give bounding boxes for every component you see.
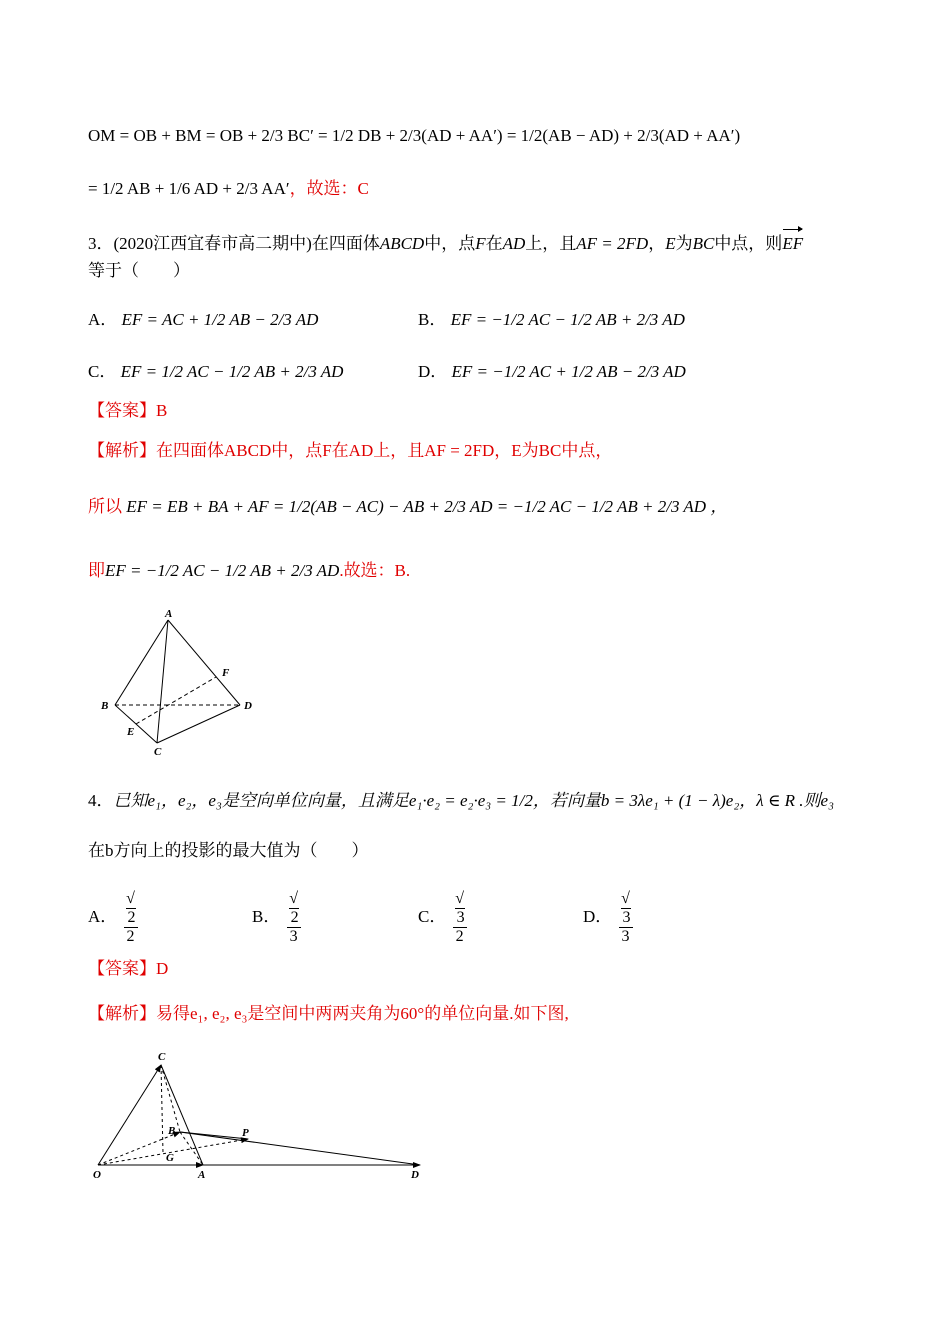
q4-option-c-den: 2: [455, 928, 464, 945]
q3-option-a-label: A．: [88, 310, 118, 329]
q3-point-f: F: [475, 234, 486, 253]
q3-text: 为: [675, 234, 693, 253]
q4-option-b[interactable]: B． √ 2 3: [252, 890, 299, 945]
label-a: A: [165, 608, 173, 620]
vector-figure: [88, 1048, 433, 1183]
q4-option-b-label: B．: [252, 906, 281, 926]
q4-option-d-num: 3: [622, 909, 631, 926]
q4-option-d-label: D．: [583, 906, 613, 926]
q4-option-c-label: C．: [418, 906, 447, 926]
q3-analysis-1: [88, 440, 612, 462]
edge-ab: [115, 620, 168, 705]
q3-analysis-text: 在四面体ABCD中，点F在AD上，且AF = 2FD，E为BC中点，: [156, 441, 613, 460]
q3-analysis-eq: EF = EB + BA + AF = 1/2(AB − AC) − AB + 2/3 AD = −1/2 AC − 1/2 AB + 2/3 AD ，: [126, 497, 728, 516]
prev-solution-line1: OM = OB + BM = OB + 2/3 BC′ = 1/2 DB + 2/3(AD + AA′) = 1/2(AB − AD) + 2/3(AD + AA′): [88, 126, 741, 145]
q3-condition: AF = 2FD: [576, 234, 649, 253]
q4-answer-value: D: [156, 959, 169, 978]
label-a: A: [198, 1169, 206, 1181]
prev-solution-answer: ，故选：C: [289, 179, 369, 198]
q3-text: 在四面体: [311, 234, 380, 253]
q4-option-d[interactable]: D． √ 3 3: [583, 890, 631, 945]
q4-option-b-den: 3: [289, 928, 298, 945]
q3-text: 上，且: [525, 234, 577, 253]
q4-analysis-1: [88, 1003, 569, 1025]
q4-analysis-text: 易得e₁, e₂, e₃是空间中两两夹角为60°的单位向量.如下图,: [156, 1004, 569, 1023]
q4-option-c-num: 3: [456, 909, 465, 926]
q3-tetra: ABCD: [379, 234, 425, 253]
q4-option-d-den: 3: [621, 928, 630, 945]
edge-ad: [168, 620, 240, 705]
q3-answer-tag: 【答案】: [88, 401, 156, 420]
q3-option-d-label: D．: [418, 362, 448, 381]
q3-analysis-eq: EF = −1/2 AC − 1/2 AB + 2/3 AD: [105, 561, 340, 580]
q3-analysis-2: [88, 496, 727, 518]
q3-option-b[interactable]: [418, 305, 685, 330]
q3-text: 中点，则: [714, 234, 783, 253]
q3-option-c-label: C．: [88, 362, 117, 381]
seg-cb: [161, 1065, 180, 1132]
q4-option-a-label: A．: [88, 906, 118, 926]
q4-answer-tag: 【答案】: [88, 959, 156, 978]
label-d: D: [411, 1169, 419, 1181]
q4-analysis-tag: 【解析】: [88, 1004, 156, 1023]
q3-answer-value: B: [156, 401, 168, 420]
q3-option-a[interactable]: [88, 305, 318, 330]
q3-option-d[interactable]: [418, 357, 686, 382]
q3-analysis-suffix: .故选：B.: [339, 561, 411, 580]
q3-stem: [88, 225, 803, 255]
q3-option-d-text: EF = −1/2 AC + 1/2 AB − 2/3 AD: [451, 362, 686, 381]
q4-option-a-num: 2: [127, 909, 136, 926]
label-b: B: [101, 700, 109, 712]
label-c: C: [154, 746, 162, 758]
label-f: F: [222, 667, 230, 679]
edge-cd: [157, 705, 240, 743]
q3-text: 在: [485, 234, 503, 253]
segment-ef: [136, 677, 216, 724]
q4-stem: [88, 790, 834, 812]
q3-source: (2020江西宜春市高二期中): [113, 234, 312, 253]
q3-analysis-3: [88, 560, 410, 582]
q4-stem-2: 在b方向上的投影的最大值为（ ）: [88, 841, 369, 860]
q4-option-b-num: 2: [290, 909, 299, 926]
label-g: G: [166, 1152, 174, 1164]
label-d: D: [244, 700, 252, 712]
q4-option-a-den: 2: [126, 928, 135, 945]
label-e: E: [127, 726, 135, 738]
q4-number: 4．: [88, 791, 114, 810]
q3-option-a-text: EF = AC + 1/2 AB − 2/3 AD: [121, 310, 319, 329]
seg-bd: [180, 1132, 420, 1165]
prev-solution-math: = 1/2 AB + 1/6 AD + 2/3 AA′: [88, 179, 290, 198]
label-p: P: [242, 1127, 249, 1139]
q3-analysis-tag: 【解析】: [88, 441, 156, 460]
q3-stem-2: 等于（ ）: [88, 261, 190, 280]
vec-oc: [98, 1065, 161, 1165]
q3-text: ，: [648, 234, 666, 253]
q3-number: 3．: [88, 234, 114, 253]
q3-answer: [88, 400, 167, 422]
q3-segment-ad: AD: [502, 234, 526, 253]
q4-stem-text: 已知e₁，e₂，e₃是空向单位向量，且满足e₁·e₂ = e₂·e₃ = 1/2，若向量b = 3λe₁ + (1 − λ)e₂，λ ∈ R .则e₃: [113, 791, 835, 810]
tetrahedron-figure: [95, 605, 265, 760]
q4-answer: [88, 958, 168, 980]
q3-segment-bc: BC: [692, 234, 715, 253]
q3-option-b-text: EF = −1/2 AC − 1/2 AB + 2/3 AD: [450, 310, 685, 329]
q3-analysis-prefix: 所以: [88, 497, 122, 516]
edge-ac: [157, 620, 168, 743]
q3-target-vector: EF: [782, 225, 803, 255]
q3-option-b-label: B．: [418, 310, 447, 329]
prev-solution-line2: [88, 178, 369, 200]
label-b: B: [168, 1125, 176, 1137]
q3-point-e: E: [665, 234, 676, 253]
q4-option-a[interactable]: A． √ 2 2: [88, 890, 136, 945]
q3-analysis-prefix: 即: [88, 561, 105, 580]
label-o: O: [93, 1169, 101, 1181]
q3-text: 中，点: [424, 234, 476, 253]
label-c: C: [158, 1051, 166, 1063]
q4-option-c[interactable]: C． √ 3 2: [418, 890, 465, 945]
q3-option-c[interactable]: [88, 357, 343, 382]
q3-option-c-text: EF = 1/2 AC − 1/2 AB + 2/3 AD: [120, 362, 344, 381]
